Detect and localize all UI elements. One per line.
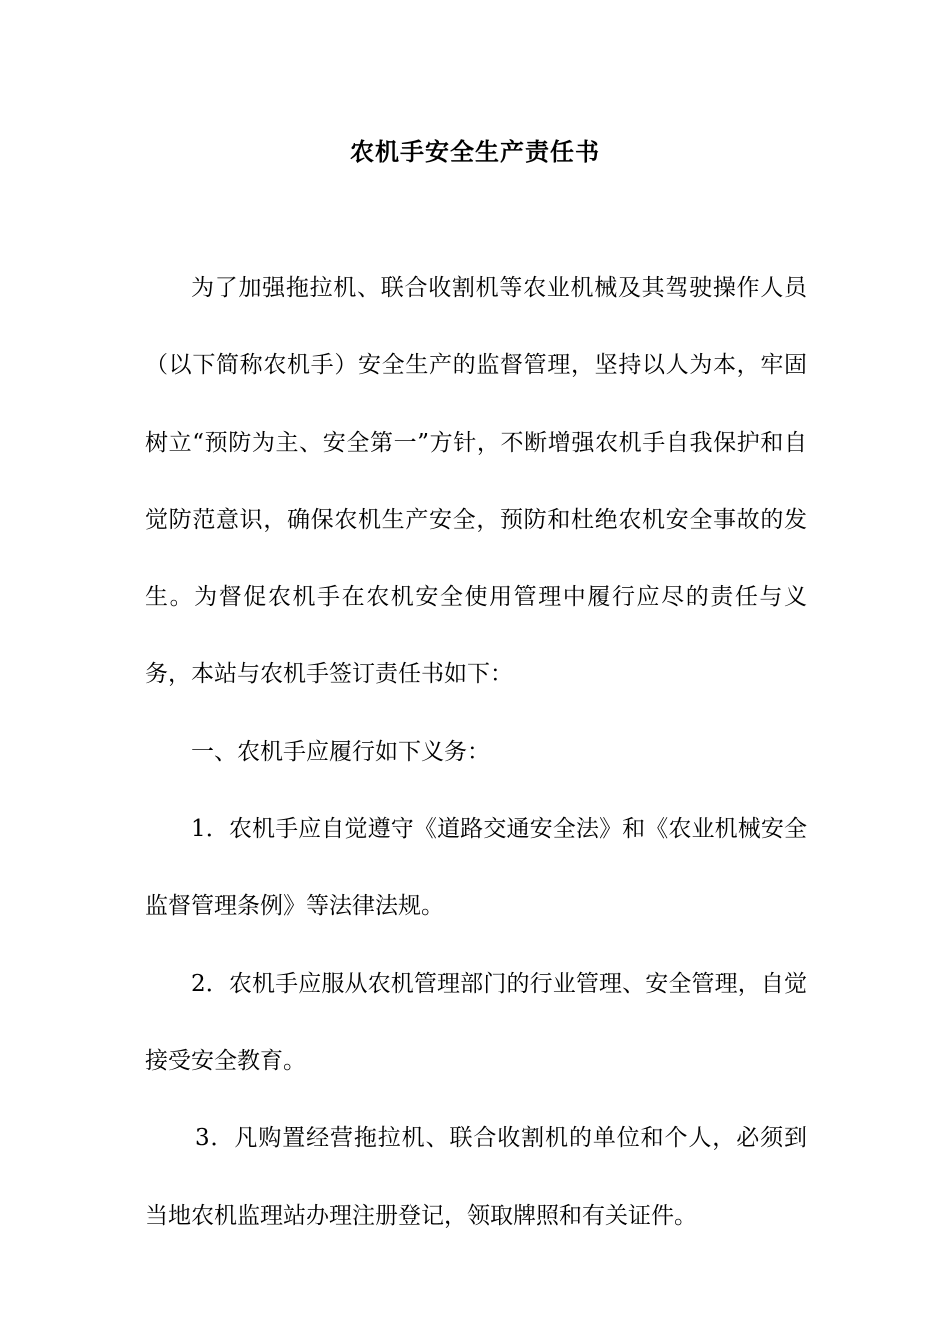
clause-1: 1．农机手应自觉遵守《道路交通安全法》和《农业机械安全监督管理条例》等法律法规。 — [145, 816, 807, 920]
document-title: 农机手安全生产责任书 — [350, 137, 600, 166]
intro-paragraph: 为了加强拖拉机、联合收割机等农业机械及其驾驶操作人员（以下简称农机手）安全生产的监督管理，坚持以人为本，牢固树立“预防为主、安全第一”方针，不断增强农机手自我保护和自觉防范意识，确保农机生产安全，预防和杜绝农机安全事故的发生。为督促农机手在农机安全使用管理中履行应尽的责任与义务，本站与农机手签订责任书如下： — [145, 275, 807, 688]
section-heading-1: 一、农机手应履行如下义务： — [191, 738, 490, 765]
clause-3: 3．凡购置经营拖拉机、联合收割机的单位和个人，必须到当地农机监理站办理注册登记，领取牌照和有关证件。 — [145, 1125, 807, 1229]
clause-2: 2．农机手应服从农机管理部门的行业管理、安全管理，自觉接受安全教育。 — [145, 970, 807, 1074]
document-body — [145, 250, 807, 1255]
